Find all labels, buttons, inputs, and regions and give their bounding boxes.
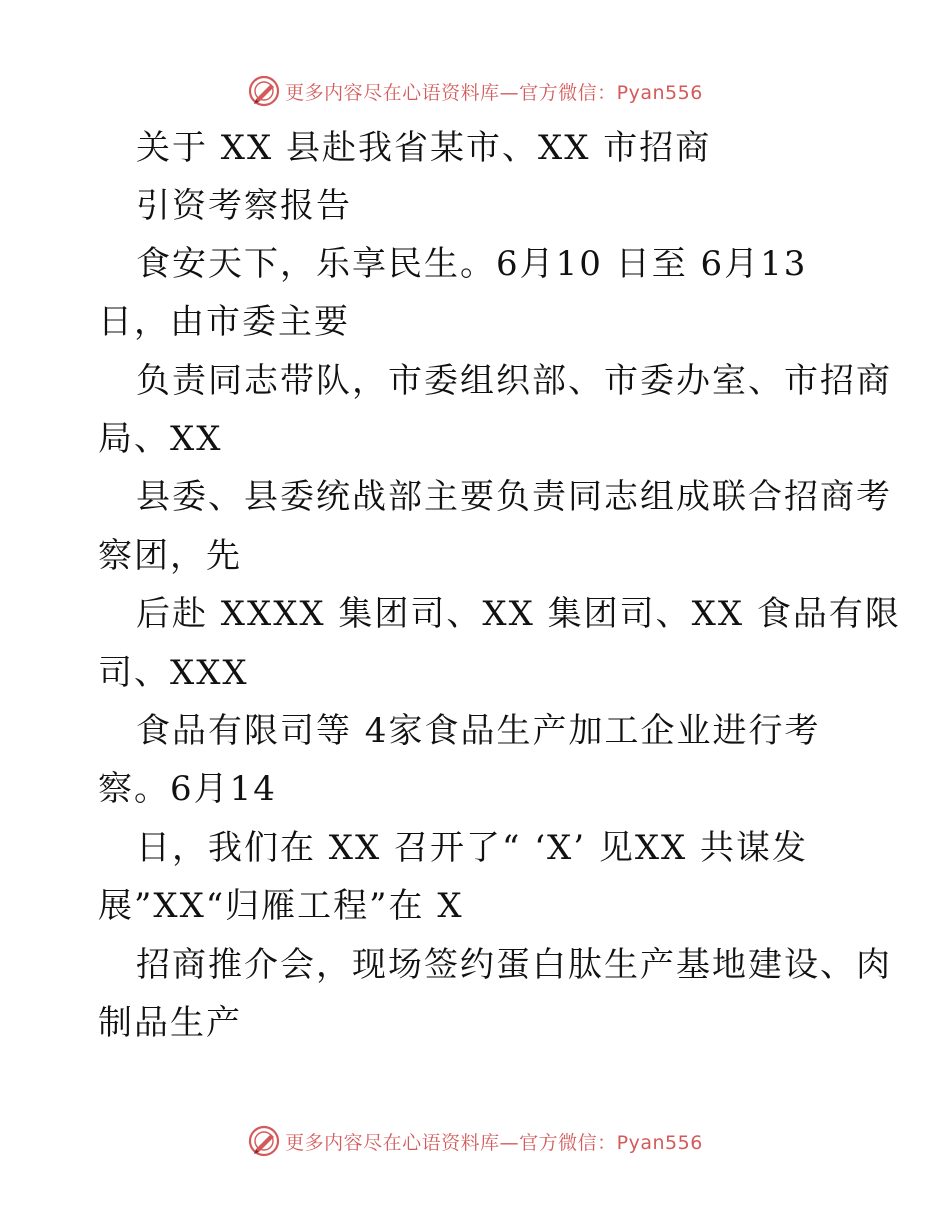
footer-watermark-banner (0, 1121, 950, 1161)
paragraph-line: 日，由市委主要 (98, 302, 350, 342)
header-watermark-text: 更多内容尽在心语资料库—官方微信：Pyan556 (285, 81, 703, 104)
paragraph-line: 制品生产 (98, 1003, 242, 1043)
paragraph-line: 食安天下，乐享民生。6月10 日至 6月13 (136, 244, 808, 284)
title-line-2: 引资考察报告 (136, 186, 352, 226)
paragraph-line: 负责同志带队，市委组织部、市委办室、市招商 (136, 361, 892, 401)
paragraph-line: 展”XX“归雁工程”在 X (98, 886, 464, 926)
paragraph-line: 食品有限司等 4家食品生产加工企业进行考 (136, 711, 821, 751)
paragraph-line: 局、XX (98, 419, 223, 459)
paragraph-line: 察团，先 (98, 536, 242, 576)
paragraph-line: 察。6月14 (98, 769, 277, 809)
paragraph-line: 日，我们在 XX 召开了“ ‘X’ 见XX 共谋发 (136, 828, 809, 868)
title-line-1: 关于 XX 县赴我省某市、XX 市招商 (136, 128, 712, 168)
paragraph-line: 司、XXX (98, 653, 249, 693)
footer-watermark-text: 更多内容尽在心语资料库—官方微信：Pyan556 (285, 1131, 703, 1154)
paragraph-line: 后赴 XXXX 集团司、XX 集团司、XX 食品有限 (136, 594, 901, 634)
pen-logo-icon (247, 1124, 281, 1158)
paragraph-line: 招商推介会，现场签约蛋白肽生产基地建设、肉 (136, 945, 892, 985)
paragraph-line: 县委、县委统战部主要负责同志组成联合招商考 (136, 477, 892, 517)
